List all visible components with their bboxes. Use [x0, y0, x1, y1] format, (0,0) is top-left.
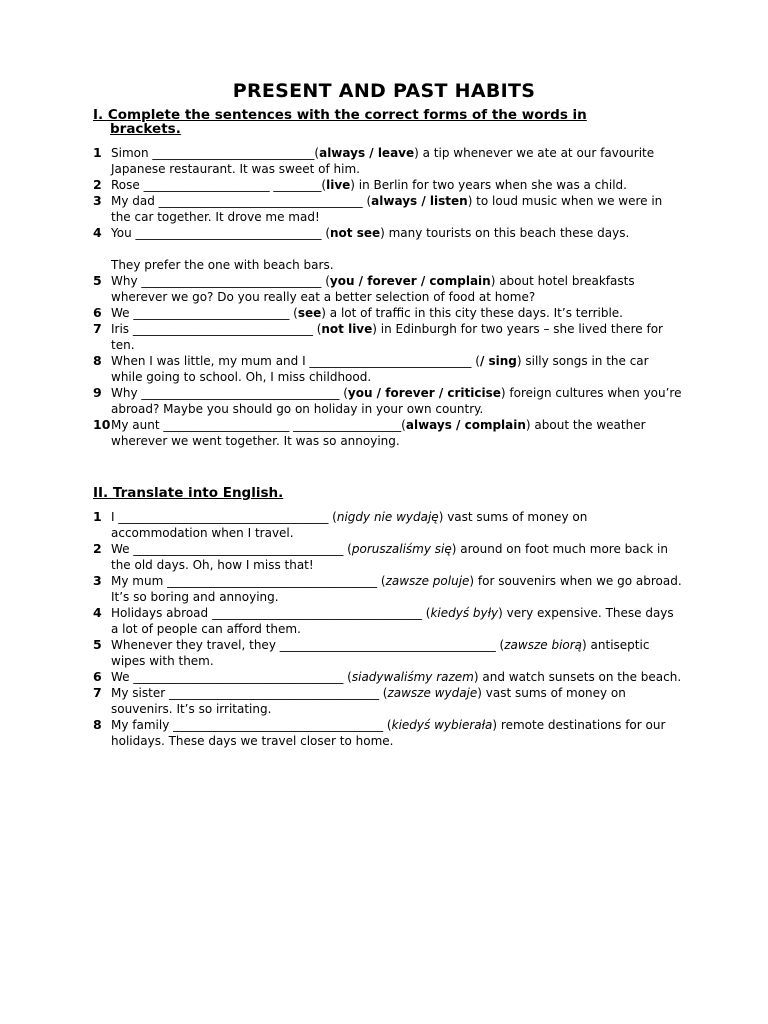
item-text: [111, 353, 683, 385]
item-hint: not live: [321, 322, 373, 336]
item-text-start: My aunt _____________________ __________________(: [111, 418, 406, 432]
section-1-exercises: [93, 145, 683, 449]
item-number: 8: [93, 717, 102, 732]
item-text-start: I ___________________________________ (: [111, 510, 337, 524]
item-text-start: Rose _____________________ ________(: [111, 178, 327, 192]
item-hint: not see: [330, 226, 381, 240]
exercise-item: [93, 385, 683, 417]
item-number: 7: [93, 685, 102, 700]
item-text-start: We __________________________ (: [111, 306, 298, 320]
item-number: 6: [93, 305, 102, 320]
page-title: PRESENT AND PAST HABITS: [232, 80, 536, 102]
item-hint: zawsze poluje: [385, 574, 470, 588]
item-text-end: ) very expensive. These days a lot of people can afford them.: [111, 606, 674, 636]
item-text: [111, 225, 683, 241]
item-text-start: We ___________________________________ (: [111, 670, 352, 684]
item-text-start: We ___________________________________ (: [111, 542, 352, 556]
exercise-item: [93, 177, 683, 193]
item-text-end: ) many tourists on this beach these days.: [380, 226, 630, 240]
item-text-start: When I was little, my mum and I ___________________________ (: [111, 354, 480, 368]
item-text-start: My mum ___________________________________ (: [111, 574, 386, 588]
section-2-heading-text: II. Translate into English.: [93, 485, 284, 501]
item-hint: always / leave: [319, 146, 415, 160]
item-number: 1: [93, 509, 102, 524]
item-hint: always / complain: [405, 418, 526, 432]
item-hint: zawsze biorą: [504, 638, 583, 652]
exercise-item: [93, 605, 683, 637]
exercise-item: [93, 717, 683, 749]
exercise-item: [93, 417, 683, 449]
item-hint: live: [326, 178, 351, 192]
item-number: 1: [93, 145, 102, 160]
item-text-start: My family ___________________________________ (: [111, 718, 392, 732]
section-1-heading-line1: I. Complete the sentences with the correct forms of the words in: [93, 107, 587, 123]
item-hint: you / forever / complain: [329, 274, 491, 288]
item-text: [111, 305, 683, 321]
item-text: [111, 605, 683, 637]
exercise-item: [93, 637, 683, 669]
item-hint: kiedyś były: [430, 606, 499, 620]
item-hint: nigdy nie wydaję: [336, 510, 439, 524]
section-2-heading: [93, 486, 683, 500]
item-number: 4: [93, 225, 102, 240]
item-number: 8: [93, 353, 102, 368]
item-text-end: ) in Edinburgh for two years – she lived there for ten.: [111, 322, 663, 352]
item-text-end: ) foreign cultures when you’re abroad? Maybe you should go on holiday in your own country.: [111, 386, 682, 416]
item-text: [111, 177, 683, 193]
item-text-start: Simon ___________________________(: [111, 146, 320, 160]
item-text: [111, 509, 683, 541]
item-number: 5: [93, 273, 102, 288]
item-text-end: ) remote destinations for our holidays. These days we travel closer to home.: [111, 718, 666, 748]
item-text-start: My sister ___________________________________ (: [111, 686, 388, 700]
item-text: [111, 417, 683, 449]
item-text-start: You _______________________________ (: [111, 226, 330, 240]
section-1-heading: [93, 108, 683, 136]
item-text: [111, 685, 683, 717]
item-hint: poruszaliśmy się: [351, 542, 452, 556]
item-number: 4: [93, 605, 102, 620]
item-number: 3: [93, 193, 102, 208]
item-text: [111, 541, 683, 573]
item-text-start: Why _________________________________ (: [111, 386, 348, 400]
item-number: 7: [93, 321, 102, 336]
exercise-item: [93, 145, 683, 177]
item-text: [111, 273, 683, 305]
item-text-end: ) and watch sunsets on the beach.: [473, 670, 682, 684]
item-text: [111, 573, 683, 605]
item-text-extra: They prefer the one with beach bars.: [111, 258, 334, 272]
exercise-item: [93, 509, 683, 541]
item-text-start: My dad __________________________________ (: [111, 194, 372, 208]
item-hint: / sing: [479, 354, 517, 368]
item-text-end: ) about hotel breakfasts wherever we go? Do you really eat a better selection of food at home?: [111, 274, 635, 304]
item-hint: siadywaliśmy razem: [351, 670, 474, 684]
item-hint: see: [297, 306, 322, 320]
item-text-end: ) around on foot much more back in the old days. Oh, how I miss that!: [111, 542, 668, 572]
exercise-item: [93, 273, 683, 305]
exercise-item: [93, 305, 683, 321]
item-text-start: Whenever they travel, they ____________________________________ (: [111, 638, 505, 652]
item-text-end: ) silly songs in the car while going to school. Oh, I miss childhood.: [111, 354, 649, 384]
item-number: 3: [93, 573, 102, 588]
item-text-start: Holidays abroad ___________________________________ (: [111, 606, 431, 620]
exercise-item: [93, 685, 683, 717]
item-number: 2: [93, 541, 102, 556]
item-number: 5: [93, 637, 102, 652]
item-text-start: Why ______________________________ (: [111, 274, 330, 288]
section-2-exercises: [93, 509, 683, 749]
item-text: [111, 717, 683, 749]
item-hint: you / forever / criticise: [347, 386, 501, 400]
exercise-item: [93, 669, 683, 685]
item-text: [111, 637, 683, 669]
item-hint: kiedyś wybierała: [391, 718, 493, 732]
exercise-item: [93, 573, 683, 605]
item-text-end: ) to loud music when we were in the car together. It drove me mad!: [111, 194, 663, 224]
exercise-item: [93, 225, 683, 273]
item-number: 2: [93, 177, 102, 192]
item-text: [111, 193, 683, 225]
exercise-item: [93, 541, 683, 573]
item-text: [111, 321, 683, 353]
exercise-item: [93, 321, 683, 353]
item-number: 9: [93, 385, 102, 400]
item-text-start: Iris ______________________________ (: [111, 322, 322, 336]
item-text: [111, 145, 683, 177]
item-text-end: ) a tip whenever we ate at our favourite Japanese restaurant. It was sweet of him.: [111, 146, 655, 176]
item-text-end: ) for souvenirs when we go abroad. It’s so boring and annoying.: [111, 574, 682, 604]
exercise-item: [93, 353, 683, 385]
item-number: 10: [93, 417, 111, 432]
item-hint: always / listen: [371, 194, 468, 208]
item-text: [111, 385, 683, 417]
item-text-end: ) about the weather wherever we went together. It was so annoying.: [111, 418, 646, 448]
item-text-end: ) vast sums of money on accommodation when I travel.: [111, 510, 588, 540]
item-text-end: ) a lot of traffic in this city these days. It’s terrible.: [321, 306, 623, 320]
section-1-heading-line2: brackets.: [110, 121, 181, 137]
item-text-end: ) in Berlin for two years when she was a child.: [350, 178, 627, 192]
item-text-end: ) vast sums of money on souvenirs. It’s so irritating.: [111, 686, 626, 716]
exercise-item: [93, 193, 683, 225]
item-hint: zawsze wydaje: [387, 686, 478, 700]
item-text-end: ) antiseptic wipes with them.: [111, 638, 650, 668]
item-text: [111, 669, 683, 685]
item-number: 6: [93, 669, 102, 684]
